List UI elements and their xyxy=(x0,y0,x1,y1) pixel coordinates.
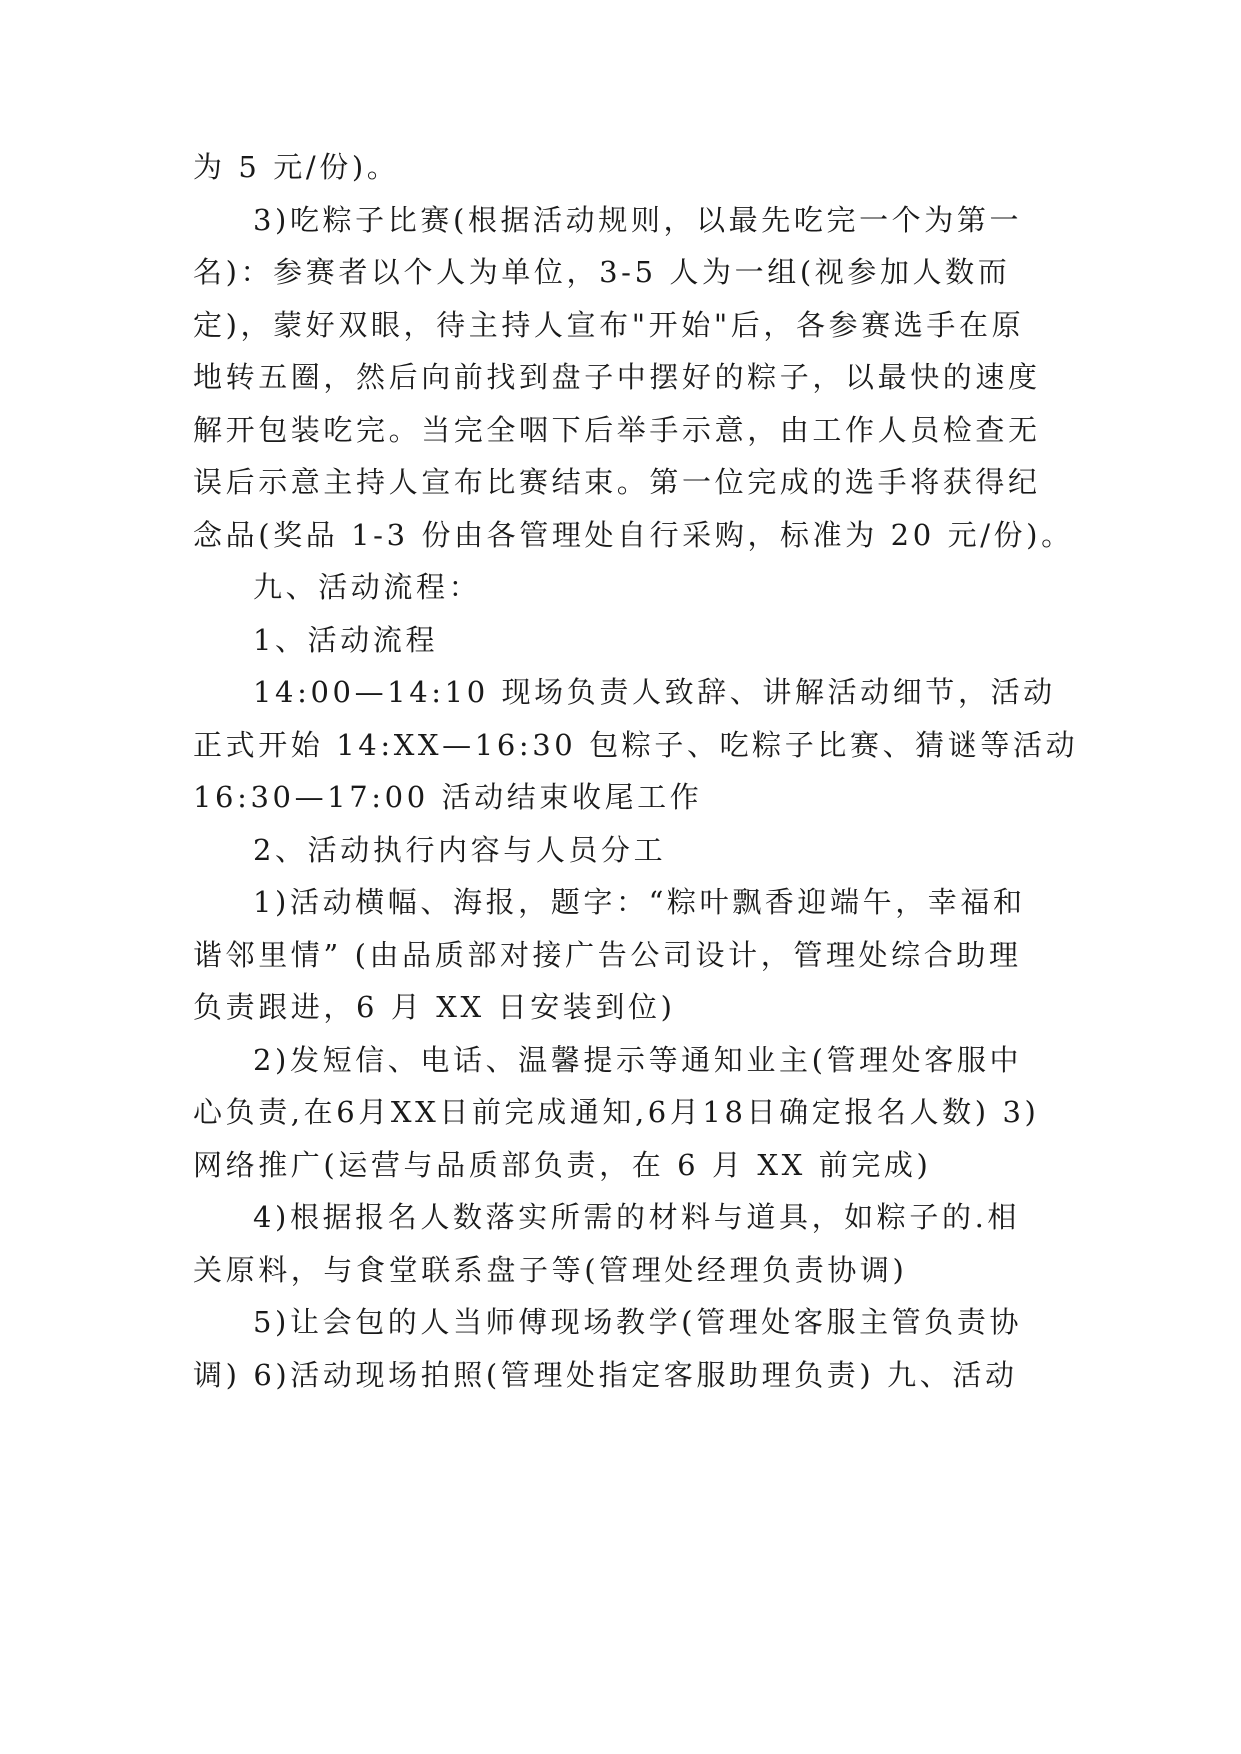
text-line: 名)：参赛者以个人为单位，3-5 人为一组(视参加人数而 xyxy=(193,255,1011,289)
text-line: 1)活动横幅、海报，题字：“粽叶飘香迎端午，幸福和 xyxy=(253,885,1026,919)
text-line: 误后示意主持人宣布比赛结束。第一位完成的选手将获得纪 xyxy=(193,465,1041,499)
text-line: 谐邻里情” (由品质部对接广告公司设计，管理处综合助理 xyxy=(193,938,1022,972)
text-line: 网络推广(运营与品质部负责，在 6 月 XX 前完成) xyxy=(193,1148,932,1182)
text-line: 关原料，与食堂联系盘子等(管理处经理负责协调) xyxy=(193,1253,908,1287)
text-line: 2)发短信、电话、温馨提示等通知业主(管理处客服中 xyxy=(253,1043,1023,1077)
text-line: 14:00—14:10 现场负责人致辞、讲解活动细节，活动 xyxy=(253,675,1056,709)
text-line: 正式开始 14:XX—16:30 包粽子、吃粽子比赛、猜谜等活动 xyxy=(193,728,1079,762)
text-line: 念品(奖品 1-3 份由各管理处自行采购，标准为 20 元/份)。 xyxy=(193,518,1074,552)
text-line: 定)，蒙好双眼，待主持人宣布"开始"后，各参赛选手在原 xyxy=(193,308,1025,342)
text-line: 负责跟进，6 月 XX 日安装到位) xyxy=(193,990,676,1024)
text-line: 调) 6)活动现场拍照(管理处指定客服助理负责) 九、活动 xyxy=(193,1358,1018,1392)
text-line: 心负责,在6月XX日前完成通知,6月18日确定报名人数) 3) xyxy=(193,1095,1040,1129)
text-line: 5)让会包的人当师傅现场教学(管理处客服主管负责协 xyxy=(253,1305,1023,1339)
section-heading: 九、活动流程： xyxy=(253,570,482,604)
text-line: 地转五圈，然后向前找到盘子中摆好的粽子，以最快的速度 xyxy=(193,360,1041,394)
text-line: 16:30—17:00 活动结束收尾工作 xyxy=(193,780,703,814)
text-line: 4)根据报名人数落实所需的材料与道具，如粽子的.相 xyxy=(253,1200,1020,1234)
subsection-heading: 2、活动执行内容与人员分工 xyxy=(253,833,667,867)
subsection-heading: 1、活动流程 xyxy=(253,623,439,657)
text-line: 为 5 元/份)。 xyxy=(193,150,400,184)
text-line: 3)吃粽子比赛(根据活动规则，以最先吃完一个为第一 xyxy=(253,203,1023,237)
text-line: 解开包装吃完。当完全咽下后举手示意，由工作人员检查无 xyxy=(193,413,1041,447)
